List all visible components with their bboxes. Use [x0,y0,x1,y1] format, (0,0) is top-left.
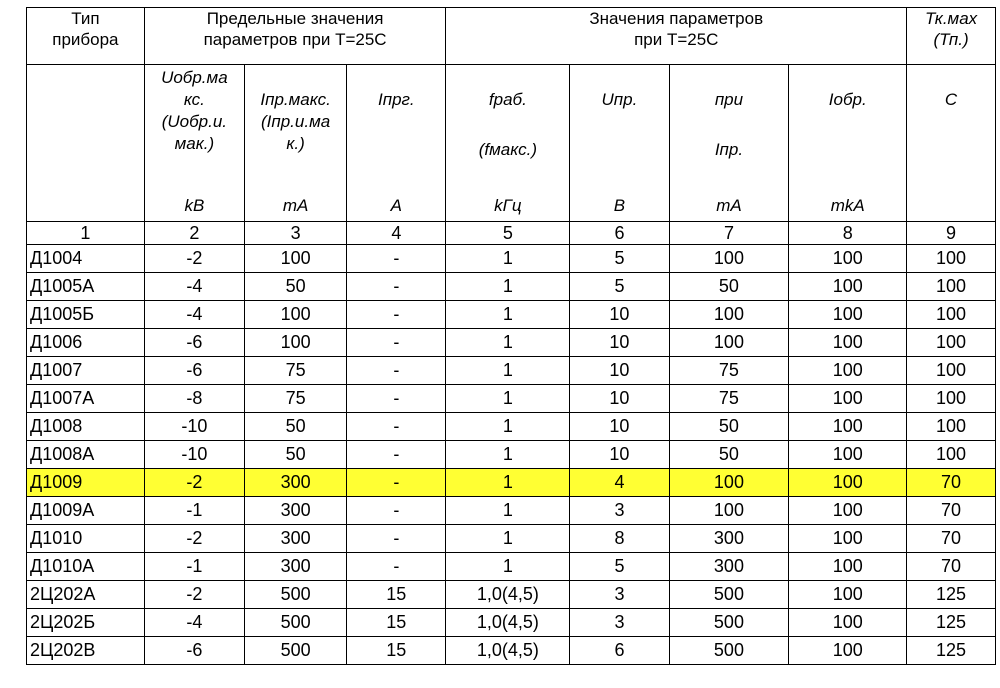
cell-i-obr: 100 [789,525,907,553]
cell-u-pr: 8 [570,525,669,553]
cell-i-prg: - [347,273,446,301]
cell-i-prg: - [347,301,446,329]
diode-spec-table [26,7,996,665]
cell-i-obr: 100 [789,329,907,357]
column-number: 5 [446,222,570,245]
cell-u-pr: 3 [570,497,669,525]
cell-f-rab: 1 [446,245,570,273]
subheader-i-pr-line2: (Iпр.и.ма [260,112,331,131]
cell-u-pr: 5 [570,245,669,273]
column-number: 1 [27,222,145,245]
cell-i-obr: 100 [789,553,907,581]
cell-device-name: Д1005А [27,273,145,301]
cell-f-rab: 1 [446,329,570,357]
cell-device-name: Д1007А [27,385,145,413]
cell-f-rab: 1,0(4,5) [446,637,570,665]
cell-i-obr: 100 [789,637,907,665]
cell-i-pr-at: 100 [669,301,789,329]
cell-i-pr-max: 500 [244,581,346,609]
table-row [27,413,996,441]
header-tk-max-line2: (Тп.) [933,30,969,49]
cell-device-name: Д1004 [27,245,145,273]
subheader-i-obr-label: Iобр. [828,90,867,109]
column-number: 6 [570,222,669,245]
cell-u-obr-max: -6 [144,329,244,357]
cell-u-pr: 6 [570,637,669,665]
header-row [27,8,996,65]
table-row [27,553,996,581]
cell-u-pr: 10 [570,357,669,385]
cell-i-obr: 100 [789,441,907,469]
cell-u-obr-max: -4 [144,609,244,637]
cell-tk-max: 125 [907,581,996,609]
cell-tk-max: 100 [907,273,996,301]
cell-u-pr: 10 [570,329,669,357]
table-row [27,497,996,525]
subheader-u-obr-line4: мак.) [174,134,215,153]
cell-i-prg: - [347,553,446,581]
cell-i-obr: 100 [789,245,907,273]
header-tk-max [907,8,996,65]
column-number: 3 [244,222,346,245]
cell-i-obr: 100 [789,413,907,441]
cell-i-prg: - [347,413,446,441]
table-row [27,301,996,329]
cell-i-pr-max: 300 [244,553,346,581]
subheader-tk [907,65,996,222]
cell-device-name: Д1007 [27,357,145,385]
header-parameter-values [446,8,907,65]
cell-tk-max: 100 [907,357,996,385]
cell-f-rab: 1 [446,553,570,581]
cell-i-obr: 100 [789,357,907,385]
subheader-u-obr-line3: (Uобр.и. [161,112,228,131]
table-row [27,329,996,357]
cell-i-pr-at: 500 [669,637,789,665]
cell-f-rab: 1 [446,497,570,525]
subheader-i-pr-line3: к.) [286,134,305,153]
header-limit-values [144,8,446,65]
cell-i-pr-at: 75 [669,357,789,385]
cell-tk-max: 125 [907,609,996,637]
header-device-type-line2: прибора [52,30,119,49]
cell-i-prg: 15 [347,637,446,665]
cell-device-name: Д1010А [27,553,145,581]
cell-i-pr-at: 100 [669,469,789,497]
cell-tk-max: 100 [907,301,996,329]
table-row [27,637,996,665]
subheader-u-obr-unit: kB [184,196,205,215]
cell-u-obr-max: -10 [144,413,244,441]
cell-i-prg: - [347,245,446,273]
cell-i-obr: 100 [789,581,907,609]
cell-tk-max: 125 [907,637,996,665]
cell-i-pr-max: 50 [244,413,346,441]
cell-u-obr-max: -2 [144,469,244,497]
cell-device-name: Д1005Б [27,301,145,329]
cell-u-obr-max: -1 [144,497,244,525]
cell-i-pr-at: 500 [669,581,789,609]
subheader-i-obr [789,65,907,222]
cell-tk-max: 70 [907,469,996,497]
cell-i-prg: - [347,329,446,357]
cell-u-pr: 5 [570,273,669,301]
cell-f-rab: 1 [446,273,570,301]
cell-u-pr: 10 [570,441,669,469]
cell-u-obr-max: -4 [144,273,244,301]
cell-i-pr-max: 300 [244,525,346,553]
table-row [27,581,996,609]
subheader-i-prg-unit: A [390,196,402,215]
cell-i-obr: 100 [789,273,907,301]
cell-device-name: 2Ц202А [27,581,145,609]
header-limit-values-line1: Предельные значения [206,9,384,28]
subheader-i-prg-label: Iпрг. [378,90,415,109]
cell-tk-max: 100 [907,329,996,357]
cell-i-pr-max: 75 [244,385,346,413]
cell-i-pr-max: 100 [244,329,346,357]
column-number: 4 [347,222,446,245]
cell-i-pr-at: 300 [669,553,789,581]
cell-i-pr-at: 300 [669,525,789,553]
cell-i-pr-at: 100 [669,497,789,525]
cell-u-obr-max: -6 [144,357,244,385]
cell-i-obr: 100 [789,385,907,413]
subheader-i-pr-line1: Iпр.макс. [260,90,331,109]
cell-tk-max: 100 [907,413,996,441]
subheader-row [27,65,996,222]
header-tk-max-line1: Тк.мах [924,9,978,28]
table-row [27,469,996,497]
header-limit-values-line2: параметров при Т=25С [203,30,387,49]
cell-device-name: Д1008 [27,413,145,441]
cell-i-pr-max: 50 [244,441,346,469]
column-number: 2 [144,222,244,245]
cell-f-rab: 1 [446,357,570,385]
subheader-u-pr-label: Uпр. [601,90,638,109]
table-row [27,245,996,273]
subheader-f-rab-label: fраб. [488,90,527,109]
column-number-row [27,222,996,245]
cell-tk-max: 70 [907,553,996,581]
cell-u-pr: 10 [570,385,669,413]
cell-f-rab: 1,0(4,5) [446,581,570,609]
cell-u-obr-max: -6 [144,637,244,665]
cell-i-pr-at: 50 [669,273,789,301]
subheader-pri-label: при [714,90,744,109]
cell-i-pr-at: 50 [669,413,789,441]
header-parameter-values-line1: Значения параметров [589,9,764,28]
cell-device-name: Д1009 [27,469,145,497]
cell-f-rab: 1 [446,525,570,553]
cell-u-pr: 10 [570,413,669,441]
column-number: 8 [789,222,907,245]
cell-i-pr-max: 100 [244,245,346,273]
cell-tk-max: 70 [907,497,996,525]
column-number: 9 [907,222,996,245]
subheader-tk-unit: C [944,90,958,109]
subheader-empty [27,65,145,222]
cell-i-prg: - [347,385,446,413]
cell-i-obr: 100 [789,469,907,497]
cell-i-pr-at: 500 [669,609,789,637]
cell-device-name: 2Ц202В [27,637,145,665]
table-row [27,609,996,637]
cell-i-pr-at: 50 [669,441,789,469]
table-row [27,385,996,413]
cell-i-pr-max: 500 [244,637,346,665]
column-number: 7 [669,222,789,245]
header-device-type [27,8,145,65]
cell-i-pr-max: 300 [244,497,346,525]
cell-u-obr-max: -1 [144,553,244,581]
cell-u-obr-max: -10 [144,441,244,469]
cell-tk-max: 100 [907,441,996,469]
cell-device-name: Д1008А [27,441,145,469]
subheader-pri-unit: mA [716,196,742,215]
subheader-u-pr [570,65,669,222]
cell-f-rab: 1 [446,469,570,497]
cell-i-prg: - [347,525,446,553]
cell-i-pr-max: 50 [244,273,346,301]
subheader-pri [669,65,789,222]
cell-u-obr-max: -2 [144,245,244,273]
cell-f-rab: 1 [446,301,570,329]
cell-i-prg: - [347,357,446,385]
header-parameter-values-line2: при Т=25С [634,30,719,49]
cell-u-obr-max: -2 [144,581,244,609]
table-row [27,273,996,301]
cell-i-prg: - [347,497,446,525]
cell-u-pr: 5 [570,553,669,581]
cell-f-rab: 1 [446,385,570,413]
cell-f-rab: 1 [446,413,570,441]
subheader-f-rab [446,65,570,222]
table-row [27,441,996,469]
header-device-type-line1: Тип [71,9,100,28]
cell-i-pr-at: 100 [669,329,789,357]
cell-i-prg: - [347,469,446,497]
cell-u-obr-max: -8 [144,385,244,413]
cell-device-name: Д1006 [27,329,145,357]
cell-tk-max: 100 [907,245,996,273]
subheader-i-pr-unit: mA [282,196,309,215]
cell-i-prg: 15 [347,609,446,637]
cell-i-obr: 100 [789,301,907,329]
cell-device-name: Д1009А [27,497,145,525]
table-row [27,357,996,385]
cell-i-obr: 100 [789,497,907,525]
subheader-f-max-label: (fмакс.) [478,140,537,159]
subheader-u-obr [144,65,244,222]
cell-i-pr-max: 500 [244,609,346,637]
cell-u-obr-max: -4 [144,301,244,329]
cell-tk-max: 100 [907,385,996,413]
cell-u-obr-max: -2 [144,525,244,553]
cell-u-pr: 3 [570,581,669,609]
table-row [27,525,996,553]
cell-i-obr: 100 [789,609,907,637]
subheader-u-obr-line1: Uобр.ма [161,68,228,87]
cell-i-prg: 15 [347,581,446,609]
cell-u-pr: 4 [570,469,669,497]
subheader-f-unit: kГц [494,196,522,215]
cell-i-prg: - [347,441,446,469]
subheader-pri-ipr-label: Iпр. [714,140,744,159]
cell-i-pr-max: 300 [244,469,346,497]
subheader-u-pr-unit: B [613,196,626,215]
cell-i-pr-at: 75 [669,385,789,413]
table-body [27,245,996,665]
subheader-i-prg [347,65,446,222]
cell-tk-max: 70 [907,525,996,553]
cell-i-pr-max: 75 [244,357,346,385]
subheader-u-obr-line2: кс. [183,90,205,109]
cell-u-pr: 3 [570,609,669,637]
cell-i-pr-max: 100 [244,301,346,329]
cell-u-pr: 10 [570,301,669,329]
subheader-i-obr-unit: mkA [830,196,865,215]
cell-i-pr-at: 100 [669,245,789,273]
cell-f-rab: 1,0(4,5) [446,609,570,637]
cell-f-rab: 1 [446,441,570,469]
cell-device-name: 2Ц202Б [27,609,145,637]
subheader-i-pr [244,65,346,222]
cell-device-name: Д1010 [27,525,145,553]
